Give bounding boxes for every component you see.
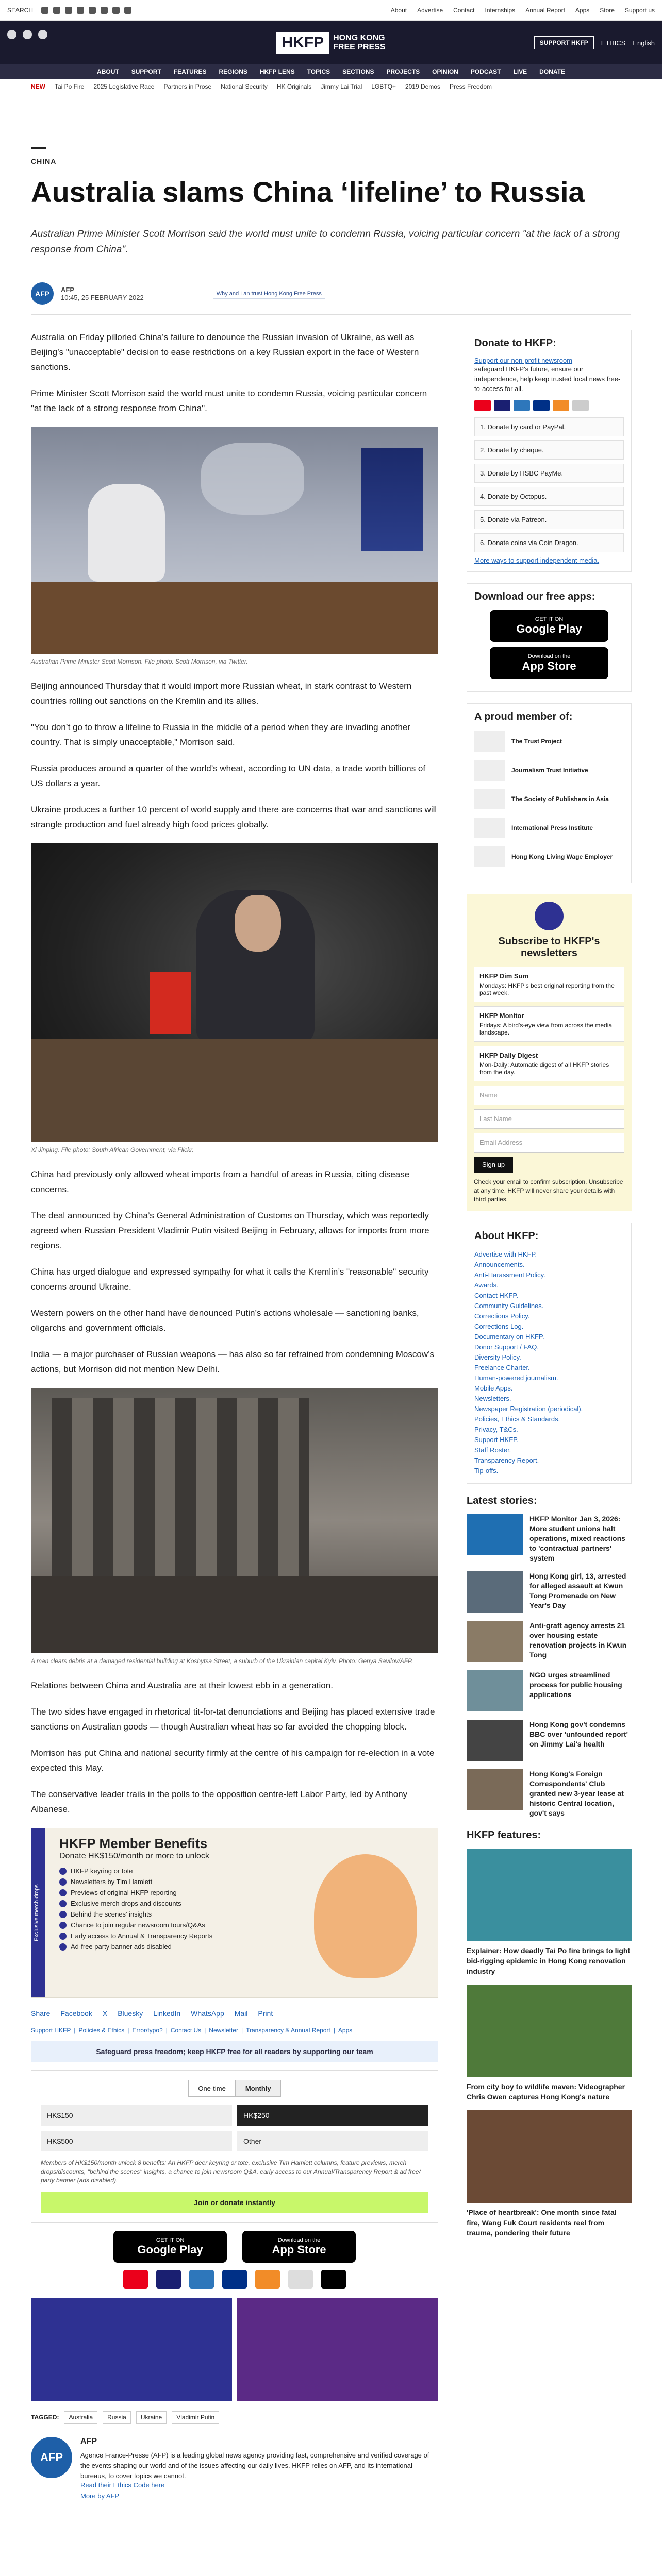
about-link[interactable]: Human-powered journalism. bbox=[474, 1374, 558, 1382]
check-icon bbox=[59, 1889, 67, 1896]
nav-lens[interactable]: HKFP LENS bbox=[259, 68, 295, 75]
share-linkedin[interactable]: LinkedIn bbox=[153, 2009, 181, 2018]
story-thumbnail bbox=[467, 1621, 523, 1662]
article-paragraph: Ukraine produces a further 10 percent of world supply and there are concerns that war and sanctions will strangle production and fuel already high food prices globally. bbox=[31, 805, 437, 829]
member-org[interactable] bbox=[474, 818, 624, 838]
amount-option[interactable]: HK$250 bbox=[237, 2105, 428, 2126]
join-button[interactable]: Join or donate instantly bbox=[41, 2192, 428, 2213]
subnav-item[interactable]: 2025 Legislative Race bbox=[93, 82, 155, 90]
safeguard-banner: Safeguard press freedom; keep HKFP free for all readers by supporting our team bbox=[31, 2041, 438, 2062]
check-icon bbox=[59, 1922, 67, 1929]
photo-xi bbox=[31, 843, 438, 1142]
sign-up-button[interactable]: Sign up bbox=[474, 1157, 513, 1173]
photo-kyiv bbox=[31, 1388, 438, 1653]
member-name: Hong Kong Living Wage Employer bbox=[511, 853, 613, 860]
logo-line-2: FREE PRESS bbox=[333, 42, 386, 52]
article-paragraph: India — a major purchaser of Russian weapons — has also so far refrained from condemning Moscow’s actions, but Morrison did not mention New Delhi. bbox=[31, 1349, 435, 1374]
nav-podcast[interactable]: PODCAST bbox=[470, 68, 501, 75]
tag[interactable]: Australia bbox=[64, 2411, 97, 2424]
share-bar bbox=[31, 2009, 438, 2018]
feature-image bbox=[467, 1849, 632, 1941]
donate-option[interactable]: 1. Donate by card or PayPal. bbox=[474, 417, 624, 436]
story-title: HKFP Monitor Jan 3, 2026: More student unions halt operations, mixed reactions to 'contractual partners' system bbox=[529, 1515, 625, 1562]
about-link[interactable]: Mobile Apps. bbox=[474, 1384, 513, 1392]
top-link-store[interactable]: Store bbox=[600, 6, 615, 14]
mastercard-icon bbox=[123, 2270, 148, 2289]
article-paragraph: Australia on Friday pilloried China’s failure to denounce the Russian invasion of Ukraine, as well as Beijing’s "unacceptable" decision to ease restrictions on a key Russian export in the face of Western sanctions. bbox=[31, 332, 419, 372]
more-ways-link[interactable]: More ways to support independent media. bbox=[474, 556, 600, 564]
member-name: The Society of Publishers in Asia bbox=[511, 795, 609, 803]
share-print[interactable]: Print bbox=[258, 2009, 273, 2018]
donate-option[interactable]: 5. Donate via Patreon. bbox=[474, 510, 624, 529]
kicker-rule bbox=[31, 147, 46, 149]
donate-widget bbox=[31, 2070, 438, 2223]
google-play-badge[interactable] bbox=[490, 610, 608, 642]
promo-side-tag: Exclusive merch drops bbox=[31, 1828, 45, 1997]
trust-badge[interactable]: Why and Lan trust Hong Kong Free Press bbox=[213, 289, 325, 299]
google-play-badge[interactable] bbox=[113, 2231, 227, 2263]
story-thumbnail bbox=[467, 1514, 523, 1555]
top-link-annual-report[interactable]: Annual Report bbox=[525, 6, 565, 14]
newsletter-option[interactable] bbox=[474, 1046, 624, 1081]
latest-heading: Latest stories: bbox=[467, 1495, 537, 1506]
feature-story[interactable] bbox=[467, 2110, 632, 2238]
byline-text bbox=[61, 286, 144, 301]
about-link[interactable]: Transparency Report. bbox=[474, 1456, 539, 1464]
badge-large: App Store bbox=[522, 659, 576, 672]
top-link-advertise[interactable]: Advertise bbox=[417, 6, 443, 14]
member-org[interactable] bbox=[474, 731, 624, 752]
members-box bbox=[467, 703, 632, 883]
footer-link[interactable]: Policies & Ethics bbox=[78, 2027, 125, 2034]
frequency-toggle bbox=[41, 2080, 428, 2097]
newsletter-box bbox=[467, 894, 632, 1211]
nav-live[interactable]: LIVE bbox=[513, 68, 527, 75]
members-heading: A proud member of: bbox=[474, 711, 573, 722]
about-link[interactable]: Privacy, T&Cs. bbox=[474, 1426, 518, 1433]
visa-icon bbox=[156, 2270, 181, 2289]
donate-payment-icons bbox=[474, 400, 624, 411]
about-link[interactable]: Awards. bbox=[474, 1281, 499, 1289]
article-title: Australia slams China ‘lifeline’ to Russia bbox=[31, 176, 585, 208]
hkfp-badge-icon bbox=[535, 902, 564, 930]
nl-desc: Mon-Daily: Automatic digest of all HKFP stories from the day. bbox=[479, 1061, 609, 1076]
benefit-text: Exclusive merch drops and discounts bbox=[71, 1900, 181, 1907]
payment-icons bbox=[31, 2270, 438, 2289]
donate-text: safeguard HKFP's future, ensure our independence, help keep trusted local news free-to-access for all. bbox=[474, 365, 621, 393]
nav-opinion[interactable]: OPINION bbox=[432, 68, 458, 75]
share-x[interactable]: X bbox=[102, 2009, 108, 2018]
about-link[interactable]: Corrections Log. bbox=[474, 1323, 524, 1330]
tag[interactable]: Ukraine bbox=[136, 2411, 167, 2424]
donate-heading: Donate to HKFP: bbox=[474, 337, 556, 349]
trust-project-logo bbox=[474, 731, 505, 752]
check-icon bbox=[59, 1911, 67, 1918]
story-title: Hong Kong girl, 13, arrested for alleged assault at Kwun Tong Promenade on New Year's Day bbox=[529, 1572, 626, 1609]
support-button[interactable]: SUPPORT HKFP bbox=[534, 36, 594, 49]
author-box-bio: Agence France-Presse (AFP) is a leading global news agency providing fast, comprehensive and verified coverage of the events shaping our world and of the issues affecting our daily lives. HKFP relies on AFP, and its international bureaus, to cover topics we cannot. bbox=[80, 2451, 429, 2480]
article-paragraph: "You don’t go to throw a lifeline to Russia in the middle of a period when they are invading another country. That is simply unacceptable," Morrison said. bbox=[31, 722, 410, 747]
newsletter-note: Check your email to confirm subscription. Unsubscribe at any time. HKFP will never share your details with third parties. bbox=[474, 1178, 623, 1203]
newsletter-option[interactable] bbox=[474, 967, 624, 1002]
photo-caption: Xi Jinping. File photo: South African Government, via Flickr. bbox=[31, 1146, 194, 1154]
nl-title: HKFP Monitor bbox=[479, 1012, 524, 1020]
about-link[interactable]: Tip-offs. bbox=[474, 1467, 499, 1475]
about-link[interactable]: Anti-Harassment Policy. bbox=[474, 1271, 545, 1279]
chinese-flag bbox=[150, 972, 191, 1034]
about-link[interactable]: Corrections Policy. bbox=[474, 1312, 530, 1320]
author-name[interactable]: AFP bbox=[61, 286, 74, 294]
flag bbox=[361, 448, 423, 551]
tags-label: TAGGED: bbox=[31, 2414, 59, 2421]
octopus-icon bbox=[255, 2270, 280, 2289]
about-link[interactable]: Support HKFP. bbox=[474, 1436, 519, 1444]
amex-icon bbox=[514, 400, 530, 411]
member-org[interactable] bbox=[474, 846, 624, 867]
debris bbox=[31, 1576, 438, 1653]
check-icon bbox=[59, 1900, 67, 1907]
about-link[interactable]: Staff Roster. bbox=[474, 1446, 511, 1454]
check-icon bbox=[59, 1878, 67, 1886]
donate-box bbox=[467, 330, 632, 572]
newsletter-heading: Subscribe to HKFP's newsletters bbox=[498, 936, 600, 959]
jti-logo bbox=[474, 760, 505, 781]
feature-story[interactable] bbox=[467, 1849, 632, 1976]
logo-mark: HKFP bbox=[276, 32, 329, 54]
apps-heading: Download our free apps: bbox=[474, 591, 595, 602]
face bbox=[235, 895, 281, 952]
donate-link[interactable]: Support our non-profit newsroom bbox=[474, 357, 573, 364]
about-link[interactable]: Contact HKFP. bbox=[474, 1292, 519, 1299]
donate-option[interactable]: 4. Donate by Octopus. bbox=[474, 487, 624, 506]
author-box-avatar[interactable]: AFP bbox=[31, 2437, 72, 2478]
amex-icon bbox=[189, 2270, 214, 2289]
check-icon bbox=[59, 1943, 67, 1951]
newsletter-option[interactable] bbox=[474, 1006, 624, 1042]
latest-story[interactable] bbox=[467, 1514, 632, 1563]
story-title: Hong Kong's Foreign Correspondents' Club granted new 3-year lease at historic Central location, gov't says bbox=[529, 1770, 624, 1817]
benefit-text: Early access to Annual & Transparency Reports bbox=[71, 1932, 213, 1940]
nav-topics[interactable]: TOPICS bbox=[307, 68, 330, 75]
about-list bbox=[474, 1249, 624, 1476]
benefit-text: Chance to join regular newsroom tours/Q&As bbox=[71, 1921, 205, 1929]
feature-image bbox=[467, 2110, 632, 2203]
author-box-text bbox=[80, 2437, 438, 2500]
language-selector[interactable]: English bbox=[633, 39, 655, 47]
story-thumbnail bbox=[467, 1720, 523, 1761]
email-input[interactable]: Email Address bbox=[474, 1133, 624, 1153]
subnav-item[interactable]: LGBTQ+ bbox=[371, 82, 396, 90]
latest-story[interactable] bbox=[467, 1670, 632, 1711]
article-paragraph: The two sides have engaged in rhetorical tit-for-tat denunciations and Beijing has placed extensive trade sanctions on Australian goods — though Australian wheat has so far avoided the chopping block. bbox=[31, 1707, 435, 1732]
about-link[interactable]: Policies, Ethics & Standards. bbox=[474, 1415, 560, 1423]
story-thumbnail bbox=[467, 1571, 523, 1613]
nav-about[interactable]: ABOUT bbox=[97, 68, 119, 75]
monthly-tab[interactable]: Monthly bbox=[236, 2080, 281, 2097]
story-title: Hong Kong gov't condemns BBC over 'unfounded report' on Jimmy Lai's health bbox=[529, 1720, 628, 1748]
member-org[interactable] bbox=[474, 789, 624, 809]
author-box bbox=[31, 2437, 438, 2500]
bottom-banners bbox=[31, 2298, 438, 2401]
subnav-item[interactable]: Tai Po Fire bbox=[55, 82, 85, 90]
member-name: Journalism Trust Initiative bbox=[511, 767, 588, 774]
octopus-icon bbox=[553, 400, 569, 411]
building bbox=[52, 1398, 309, 1584]
top-link-internships[interactable]: Internships bbox=[485, 6, 516, 14]
subnav-item[interactable]: Partners in Prose bbox=[163, 82, 212, 90]
logo-line-1: HONG KONG bbox=[333, 33, 385, 42]
deer-mascot-icon bbox=[314, 1854, 417, 1978]
app-store-badge[interactable] bbox=[490, 647, 608, 679]
about-box bbox=[467, 1223, 632, 1484]
footer-link[interactable]: Contact Us bbox=[170, 2027, 202, 2034]
ipi-logo bbox=[474, 818, 505, 838]
author-box-name[interactable]: AFP bbox=[80, 2437, 97, 2446]
footer-link[interactable]: Apps bbox=[338, 2027, 353, 2034]
photo-caption: A man clears debris at a damaged residential building at Koshytsa Street, a suburb of the Ukrainian capital Kyiv. Photo: Genya Savilov/AFP. bbox=[31, 1657, 413, 1665]
share-facebook[interactable]: Facebook bbox=[60, 2009, 92, 2018]
top-link-apps[interactable]: Apps bbox=[575, 6, 590, 14]
about-heading: About HKFP: bbox=[474, 1230, 539, 1242]
top-link-about[interactable]: About bbox=[390, 6, 407, 14]
sopa-logo bbox=[474, 789, 505, 809]
tags-row bbox=[31, 2411, 438, 2424]
latest-story[interactable] bbox=[467, 1769, 632, 1818]
coat-of-arms bbox=[201, 443, 304, 515]
subnav-item[interactable]: Press Freedom bbox=[449, 82, 492, 90]
donate-note: Members of HK$150/month unlock 8 benefits: An HKFP deer keyring or tote, exclusive Tim Hamlett columns, feature previews, merch drops/discounts, "behind the scenes" insights, a chance to join newsroom Q&A, early access to our Annual/Transparency Report & ad free/ party banner (ads disabled). bbox=[41, 2159, 421, 2184]
nl-desc: Fridays: A bird's-eye view from across the media landscape. bbox=[479, 1022, 613, 1036]
bottom-badges bbox=[31, 2231, 438, 2263]
member-org[interactable] bbox=[474, 760, 624, 781]
check-icon bbox=[59, 1933, 67, 1940]
benefit-text: Newsletters by Tim Hamlett bbox=[71, 1878, 153, 1886]
promo-heading: HKFP Member Benefits bbox=[59, 1836, 208, 1851]
badge-large: Google Play bbox=[137, 2243, 203, 2256]
footer-link[interactable]: Support HKFP bbox=[31, 2027, 71, 2034]
latest-story[interactable] bbox=[467, 1720, 632, 1761]
ethics-link[interactable]: ETHICS bbox=[601, 39, 626, 47]
person-figure bbox=[88, 484, 165, 582]
nav-projects[interactable]: PROJECTS bbox=[386, 68, 420, 75]
subnav-item[interactable]: 2019 Demos bbox=[405, 82, 440, 90]
amount-option[interactable]: HK$150 bbox=[41, 2105, 232, 2126]
badge-large: App Store bbox=[272, 2243, 326, 2256]
badge-small: GET IT ON bbox=[156, 2237, 185, 2243]
story-thumbnail bbox=[467, 1670, 523, 1711]
feature-title: 'Place of heartbreak': One month since fatal fire, Wang Fuk Court residents reel from trauma, pondering their future bbox=[467, 2208, 617, 2237]
gpay-icon bbox=[288, 2270, 313, 2289]
features-heading: HKFP features: bbox=[467, 1829, 541, 1841]
app-store-badge[interactable] bbox=[242, 2231, 356, 2263]
article-paragraph: Relations between China and Australia are at their lowest ebb in a generation. bbox=[31, 1681, 333, 1690]
photo-morrison bbox=[31, 427, 438, 654]
subnav-item[interactable]: National Security bbox=[221, 82, 268, 90]
desk bbox=[31, 582, 438, 654]
apps-box bbox=[467, 583, 632, 692]
share-mail[interactable]: Mail bbox=[234, 2009, 248, 2018]
article-paragraph: Prime Minister Scott Morrison said the world must unite to condemn Russia, voicing particular concern "at the lack of a strong response from China". bbox=[31, 388, 427, 413]
footer-link[interactable]: Error/typo? bbox=[132, 2027, 163, 2034]
member-name: The Trust Project bbox=[511, 738, 562, 745]
badge-small: Download on the bbox=[277, 2237, 321, 2243]
benefit-text: Ad-free party banner ads disabled bbox=[71, 1943, 172, 1951]
feature-story[interactable] bbox=[467, 1985, 632, 2102]
feature-title: From city boy to wildlife maven: Videographer Chris Owen captures Hong Kong's nature bbox=[467, 2082, 625, 2101]
article-paragraph: The deal announced by China’s General Administration of Customs on Thursday, which was reportedly agreed when Russian President Vladimir Putin visited Beijing in February, allows for imports from more regions. bbox=[31, 1211, 429, 1250]
benefit-text: HKFP keyring or tote bbox=[71, 1867, 133, 1875]
nl-title: HKFP Daily Digest bbox=[479, 1052, 538, 1059]
about-link[interactable]: Freelance Charter. bbox=[474, 1364, 530, 1371]
amount-options bbox=[41, 2105, 428, 2151]
story-title: NGO urges streamlined process for public housing applications bbox=[529, 1671, 622, 1699]
top-link-support[interactable]: Support us bbox=[624, 6, 655, 14]
about-link[interactable]: Community Guidelines. bbox=[474, 1302, 544, 1310]
share-whatsapp[interactable]: WhatsApp bbox=[191, 2009, 224, 2018]
table bbox=[31, 1039, 438, 1142]
article-body bbox=[31, 330, 438, 2500]
article-paragraph: Morrison has put China and national security firmly at the centre of his campaign for re-election in a vote expected this May. bbox=[31, 1748, 435, 1773]
last-name-input[interactable]: Last Name bbox=[474, 1109, 624, 1129]
article-standfirst: Australian Prime Minister Scott Morrison said the world must unite to condemn Russia, voicing particular concern "at the lack of a strong response from China". bbox=[31, 229, 620, 255]
name-input[interactable]: Name bbox=[474, 1086, 624, 1105]
photo-caption: Australian Prime Minister Scott Morrison. File photo: Scott Morrison, via Twitter. bbox=[31, 658, 248, 665]
badge-large: Google Play bbox=[516, 622, 582, 635]
paypal-icon bbox=[222, 2270, 247, 2289]
about-link[interactable]: Documentary on HKFP. bbox=[474, 1333, 544, 1341]
story-thumbnail bbox=[467, 1769, 523, 1810]
nav-features[interactable]: FEATURES bbox=[173, 68, 207, 75]
nl-desc: Mondays: HKFP's best original reporting from the past week. bbox=[479, 982, 615, 996]
article-paragraph: Russia produces around a quarter of the world’s wheat, according to UN data, a trade worth billions of US dollars a year. bbox=[31, 764, 426, 788]
about-link[interactable]: Newsletters. bbox=[474, 1395, 511, 1402]
top-link-contact[interactable]: Contact bbox=[453, 6, 475, 14]
search-link[interactable]: SEARCH bbox=[7, 6, 34, 14]
new-label: NEW bbox=[31, 82, 45, 90]
member-benefits-promo[interactable] bbox=[31, 1828, 438, 1998]
features-box bbox=[467, 1829, 632, 2238]
share-bluesky[interactable]: Bluesky bbox=[118, 2009, 143, 2018]
author-ethics-link[interactable]: Read their Ethics Code here bbox=[80, 2481, 165, 2489]
author-avatar[interactable]: AFP bbox=[31, 282, 54, 305]
subnav-item[interactable]: Jimmy Lai Trial bbox=[321, 82, 362, 90]
badge-small: Download on the bbox=[527, 653, 571, 659]
about-link[interactable]: Announcements. bbox=[474, 1261, 525, 1268]
promo-subheading: Donate HK$150/month or more to unlock bbox=[59, 1852, 209, 1860]
nav-sections[interactable]: SECTIONS bbox=[342, 68, 374, 75]
category-label[interactable]: CHINA bbox=[31, 157, 57, 165]
gpay-icon bbox=[572, 400, 589, 411]
sidebar bbox=[467, 330, 632, 2246]
living-wage-logo bbox=[474, 846, 505, 867]
applepay-icon bbox=[321, 2270, 346, 2289]
article-footer-links: Support HKFP | Policies & Ethics | Error/typo? | Contact Us | Newsletter | Transparency & Annual Report | Apps bbox=[31, 2027, 353, 2034]
check-icon bbox=[59, 1868, 67, 1875]
article-paragraph: China had previously only allowed wheat imports from a handful of areas in Russia, citing disease concerns. bbox=[31, 1170, 410, 1194]
feature-title: Explainer: How deadly Tai Po fire brings to light bid-rigging epidemic in Hong Kong renovation industry bbox=[467, 1946, 631, 1975]
article-paragraph: Beijing announced Thursday that it would import more Russian wheat, in stark contrast to Western countries rolling out sanctions on the Kremlin and its allies. bbox=[31, 681, 412, 706]
donate-option[interactable]: 6. Donate coins via Coin Dragon. bbox=[474, 533, 624, 552]
footer-link[interactable]: Transparency & Annual Report bbox=[246, 2027, 330, 2034]
donate-option[interactable]: 2. Donate by cheque. bbox=[474, 440, 624, 460]
nl-title: HKFP Dim Sum bbox=[479, 972, 529, 980]
publish-date: 10:45, 25 FEBRUARY 2022 bbox=[61, 294, 144, 301]
donate-option[interactable]: 3. Donate by HSBC PayMe. bbox=[474, 464, 624, 483]
divider bbox=[31, 314, 631, 315]
tag[interactable]: Russia bbox=[103, 2411, 131, 2424]
about-link[interactable]: Newspaper Registration (periodical). bbox=[474, 1405, 583, 1413]
nav-regions[interactable]: REGIONS bbox=[219, 68, 247, 75]
paypal-icon bbox=[533, 400, 550, 411]
nav-donate[interactable]: DONATE bbox=[539, 68, 565, 75]
benefit-text: Previews of original HKFP reporting bbox=[71, 1889, 177, 1896]
more-by-author-link[interactable]: More by AFP bbox=[80, 2492, 120, 2500]
latest-story[interactable] bbox=[467, 1621, 632, 1662]
ethics-banner[interactable] bbox=[31, 2298, 232, 2401]
article-paragraph: The conservative leader trails in the polls to the opposition centre-left Labor Party, led by Anthony Albanese. bbox=[31, 1789, 408, 1814]
one-time-tab[interactable]: One-time bbox=[188, 2080, 235, 2097]
about-link[interactable]: Advertise with HKFP. bbox=[474, 1250, 537, 1258]
latest-box bbox=[467, 1495, 632, 1818]
story-title: Anti-graft agency arrests 21 over housing estate renovation projects in Kwun Tong bbox=[529, 1621, 627, 1659]
subnav-item[interactable]: HK Originals bbox=[276, 82, 312, 90]
nav-support[interactable]: SUPPORT bbox=[131, 68, 161, 75]
mastercard-icon bbox=[474, 400, 491, 411]
member-name: International Press Institute bbox=[511, 824, 593, 832]
latest-story[interactable] bbox=[467, 1571, 632, 1613]
tag[interactable]: Vladimir Putin bbox=[172, 2411, 219, 2424]
support-banner[interactable] bbox=[237, 2298, 438, 2401]
amount-option[interactable]: Other bbox=[237, 2131, 428, 2151]
footer-link[interactable]: Newsletter bbox=[209, 2027, 238, 2034]
visa-icon bbox=[494, 400, 510, 411]
about-link[interactable]: Donor Support / FAQ. bbox=[474, 1343, 539, 1351]
about-link[interactable]: Diversity Policy. bbox=[474, 1353, 521, 1361]
benefit-text: Behind the scenes' insights bbox=[71, 1910, 152, 1918]
feature-image bbox=[467, 1985, 632, 2077]
byline bbox=[31, 282, 325, 305]
article-paragraph: China has urged dialogue and expressed sympathy for what it calls the Kremlin’s "reasonable" security concerns around Ukraine. bbox=[31, 1267, 429, 1292]
amount-option[interactable]: HK$500 bbox=[41, 2131, 232, 2151]
article-paragraph: Western powers on the other hand have denounced Putin’s actions wholesale — sanctioning banks, oligarchs and government officials. bbox=[31, 1308, 419, 1333]
share-label: Share bbox=[31, 2009, 51, 2018]
badge-small: GET IT ON bbox=[535, 616, 564, 622]
